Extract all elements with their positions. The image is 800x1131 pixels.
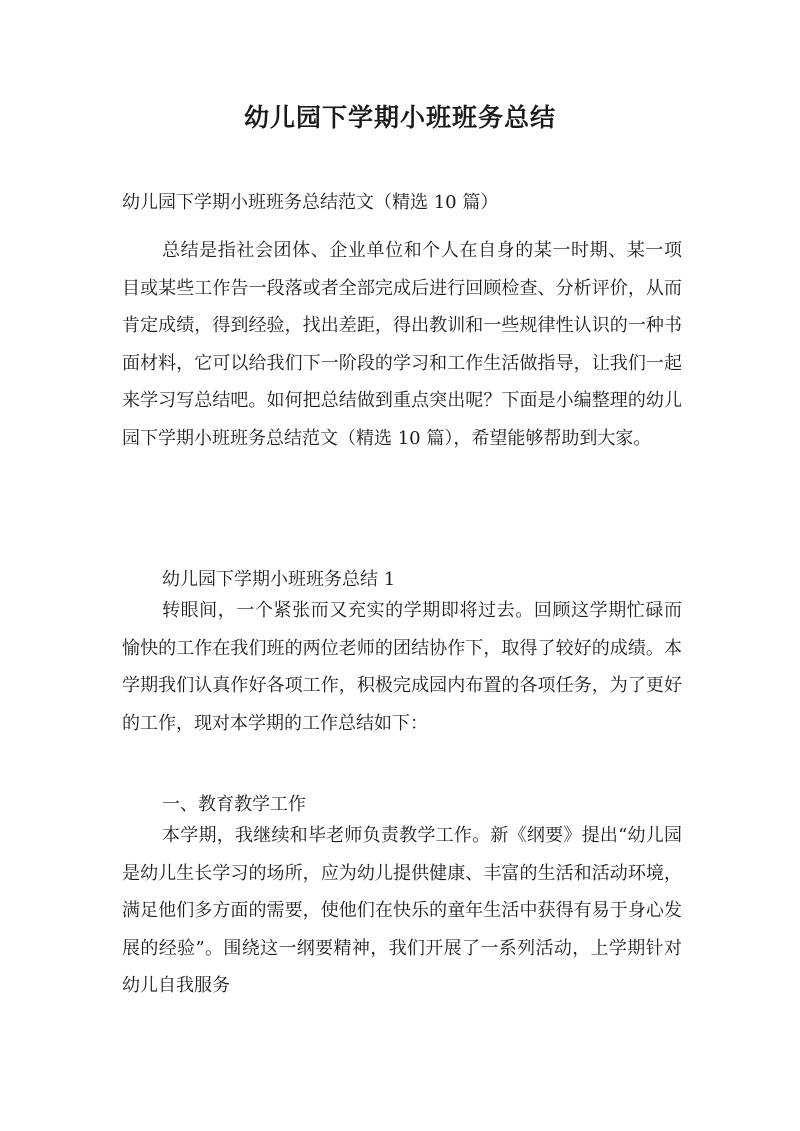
section-paragraph: 转眼间，一个紧张而又充实的学期即将过去。回顾这学期忙碌而愉快的工作在我们班的两位老师的团结协作下，取得了较好的成绩。本学期我们认真作好各项工作，积极完成园内布置的各项任务，为了更好的工作，现对本学期的工作总结如下： (122, 600, 682, 734)
section-paragraph: 本学期，我继续和毕老师负责教学工作。新《纲要》提出“幼儿园是幼儿生长学习的场所，应为幼儿提供健康、丰富的生活和活动环境，满足他们多方面的需要，使他们在快乐的童年生活中获得有易于身心发展的经验”。围绕这一纲要精神，我们开展了一系列活动，上学期针对幼儿自我服务 (122, 825, 682, 996)
subsection-heading: 一、教育教学工作 (162, 794, 306, 815)
document-subtitle: 幼儿园下学期小班班务总结范文（精选 10 篇） (122, 192, 499, 213)
document-title: 幼儿园下学期小班班务总结 (243, 103, 556, 132)
section-heading: 幼儿园下学期小班班务总结 1 (162, 569, 396, 590)
intro-paragraph: 总结是指社会团体、企业单位和个人在自身的某一时期、某一项目或某些工作告一段落或者全部完成后进行回顾检查、分析评价，从而肯定成绩，得到经验，找出差距，得出教训和一些规律性认识的一种书面材料，它可以给我们下一阶段的学习和工作生活做指导，让我们一起来学习写总结吧。如何把总结做到重点突出呢？下面是小编整理的幼儿园下学期小班班务总结范文（精选 10 篇），希望能够帮助到大家。 (122, 240, 682, 449)
